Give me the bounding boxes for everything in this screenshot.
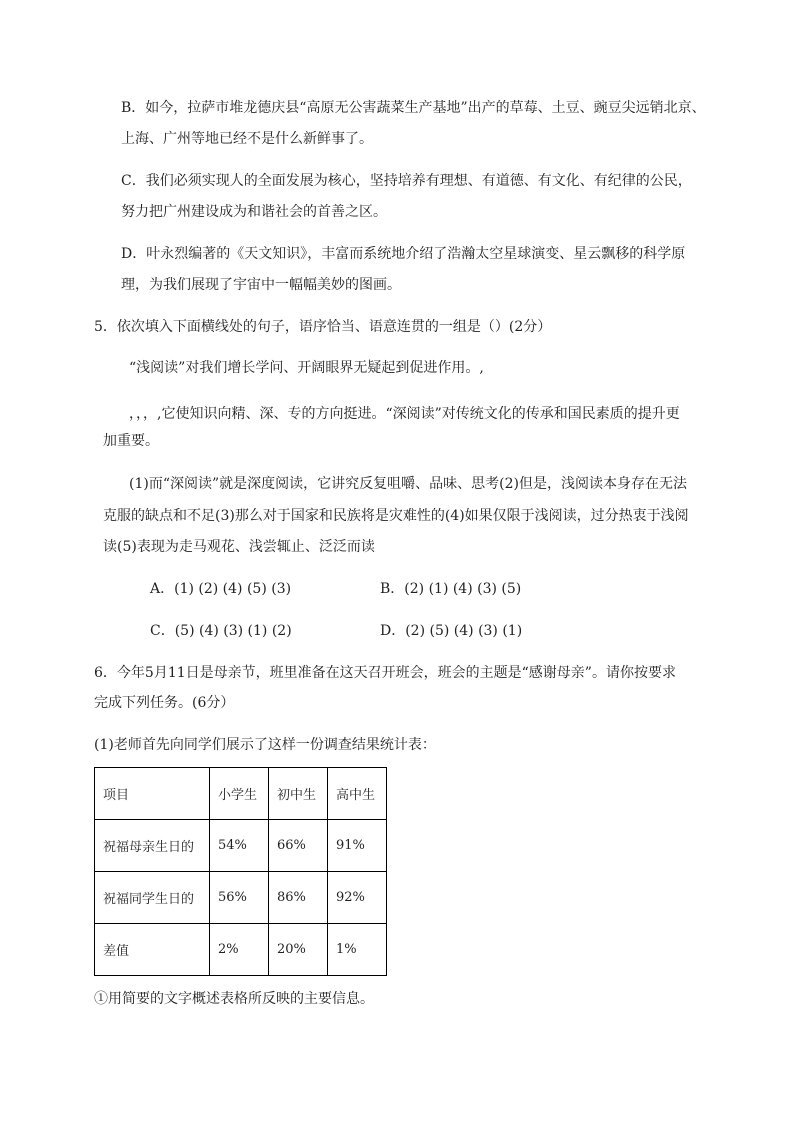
option-d-line-2: 理，为我们展现了宇宙中一幅幅美妙的图画。 bbox=[121, 277, 401, 293]
q6-task-1: ①用简要的文字概述表格所反映的主要信息。 bbox=[94, 991, 374, 1007]
table-cell: 2% bbox=[210, 924, 269, 976]
table-row bbox=[95, 924, 387, 976]
q6-subtask-1: (1)老师首先向同学们展示了这样一份调查结果统计表： bbox=[94, 737, 436, 753]
option-c-line-1: C．我们必须实现人的全面发展为核心，坚持培养有理想、有道德、有文化、有纪律的公民， bbox=[121, 173, 692, 189]
q5-option-c: C．(5) (4) (3) (1) (2) bbox=[150, 623, 292, 639]
q5-sentences-line-1: (1)而“深阅读”就是深度阅读，它讲究反复咀嚼、品味、思考(2)但是，浅阅读本身存在无法 bbox=[129, 476, 687, 492]
table-cell: 86% bbox=[269, 872, 328, 924]
table-cell: 91% bbox=[328, 820, 387, 872]
table-row bbox=[95, 872, 387, 924]
q5-sentences-line-3: 读(5)表现为走马观花、浅尝辄止、泛泛而读 bbox=[103, 539, 375, 555]
q5-passage-line-1: “浅阅读”对我们增长学问、开阔眼界无疑起到促进作用。, bbox=[129, 360, 484, 376]
question-6-stem-line-2: 完成下列任务。(6分） bbox=[94, 695, 235, 711]
table-header-cell: 初中生 bbox=[269, 768, 328, 820]
table-row bbox=[95, 820, 387, 872]
q5-option-d: D．(2) (5) (4) (3) (1) bbox=[380, 623, 523, 639]
table-cell: 20% bbox=[269, 924, 328, 976]
survey-table bbox=[94, 767, 387, 976]
table-cell: 54% bbox=[210, 820, 269, 872]
q5-passage-line-3: 加重要。 bbox=[103, 433, 159, 449]
question-6-stem-line-1: 6．今年5月11日是母亲节，班里准备在这天召开班会，班会的主题是“感谢母亲”。请你按要求 bbox=[94, 665, 676, 681]
q5-sentences-line-2: 克服的缺点和不足(3)那么对于国家和民族将是灾难性的(4)如果仅限于浅阅读，过分热衷于浅阅 bbox=[103, 508, 689, 524]
table-cell: 祝福同学生日的 bbox=[95, 872, 210, 924]
table-cell: 92% bbox=[328, 872, 387, 924]
table-header-row bbox=[95, 768, 387, 820]
question-5-stem: 5．依次填入下面横线处的句子，语序恰当、语意连贯的一组是（）(2分） bbox=[94, 319, 552, 335]
option-b-line-2: 上海、广州等地已经不是什么新鲜事了。 bbox=[121, 131, 373, 147]
option-c-line-2: 努力把广州建设成为和谐社会的首善之区。 bbox=[121, 204, 387, 220]
table-cell: 56% bbox=[210, 872, 269, 924]
table-header-cell: 小学生 bbox=[210, 768, 269, 820]
q5-option-a: A．(1) (2) (4) (5) (3) bbox=[150, 581, 292, 597]
table-cell: 差值 bbox=[95, 924, 210, 976]
option-b-line-1: B．如今，拉萨市堆龙德庆县“高原无公害蔬菜生产基地”出产的草莓、土豆、豌豆尖远销北京、 bbox=[121, 100, 706, 116]
table-cell: 祝福母亲生日的 bbox=[95, 820, 210, 872]
table-header-cell: 高中生 bbox=[328, 768, 387, 820]
q5-passage-line-2: ，，，,它使知识向精、深、专的方向挺进。“深阅读”对传统文化的传承和国民素质的提升更 bbox=[129, 406, 680, 422]
option-d-line-1: D．叶永烈编著的《天文知识》，丰富而系统地介绍了浩瀚太空星球演变、星云飘移的科学原 bbox=[121, 246, 686, 262]
q5-option-b: B．(2) (1) (4) (3) (5) bbox=[380, 581, 522, 597]
table-cell: 1% bbox=[328, 924, 387, 976]
table-cell: 66% bbox=[269, 820, 328, 872]
table-header-cell: 项目 bbox=[95, 768, 210, 820]
